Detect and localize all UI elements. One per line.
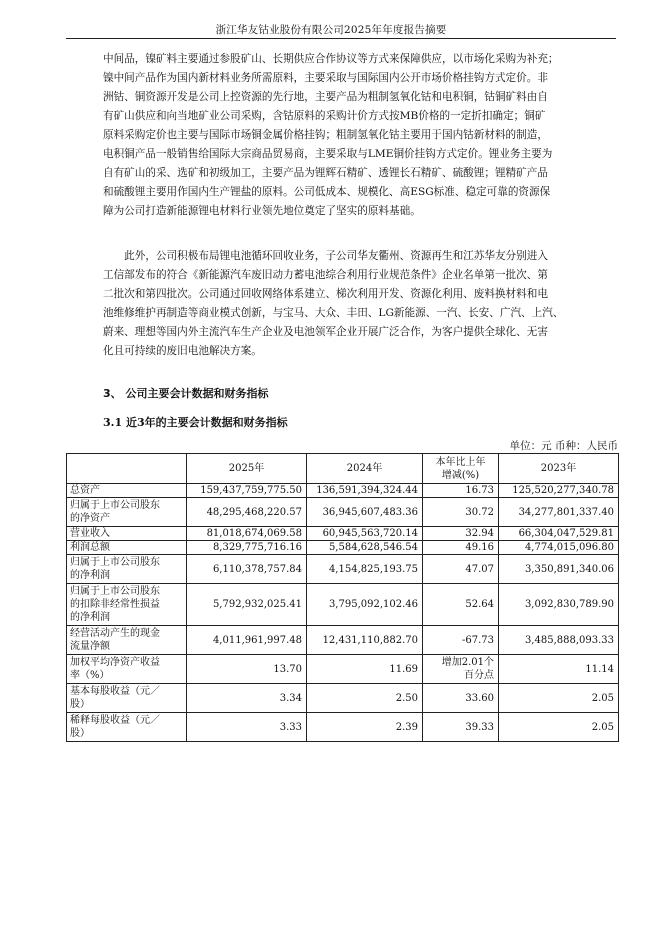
value-2023: 3,485,888,093.33 xyxy=(499,626,619,655)
row-label: 营业收入 xyxy=(67,527,187,541)
value-2024: 4,154,825,193.75 xyxy=(307,555,423,584)
value-2024: 3,795,092,102.46 xyxy=(307,584,423,626)
value-2023: 11.14 xyxy=(499,655,619,684)
table-row xyxy=(67,541,619,555)
value-2023: 125,520,277,340.78 xyxy=(499,484,619,498)
row-label: 经营活动产生的现金 流量净额 xyxy=(67,626,187,655)
table-row xyxy=(67,584,619,626)
paragraph-recycling xyxy=(103,247,615,361)
value-2024: 2.50 xyxy=(307,684,423,713)
paragraph-line: 蔚来、理想等国内外主流汽车生产企业及电池领军企业开展广泛合作，为客户提供全球化、无害 xyxy=(103,326,548,338)
value-2023: 3,092,830,789.90 xyxy=(499,584,619,626)
value-2025: 159,437,759,775.50 xyxy=(187,484,307,498)
value-2025: 8,329,775,716.16 xyxy=(187,541,307,555)
page-header: 浙江华友钴业股份有限公司2025年年度报告摘要 xyxy=(215,24,447,36)
header-2023: 2023年 xyxy=(499,454,619,484)
value-2024: 11.69 xyxy=(307,655,423,684)
paragraph-line: 和硫酸锂主要用作国内生产锂盐的原料。公司低成本、规模化、高ESG标准、稳定可靠的资源保 xyxy=(103,186,551,198)
value-2024: 136,591,394,324.44 xyxy=(307,484,423,498)
header-rule xyxy=(66,38,616,39)
row-label: 利润总额 xyxy=(67,541,187,555)
section-heading-3-1: 3.1 近3年的主要会计数据和财务指标 xyxy=(103,416,288,429)
paragraph-line: 二批次和第四批次。公司通过回收网络体系建立、梯次利用开发、资源化利用、废料换材料和电 xyxy=(103,288,548,300)
header-2024: 2024年 xyxy=(307,454,423,484)
value-2025: 81,018,674,069.58 xyxy=(187,527,307,541)
value-change: 32.94 xyxy=(423,527,499,541)
value-2025: 48,295,468,220.57 xyxy=(187,498,307,527)
paragraph-line: 洲钴、铜资源开发是公司上控资源的先行地，主要产品为粗制氢氧化钴和电积铜，钴铜矿料由自 xyxy=(103,91,548,103)
paragraph-line: 池维修维护再制造等商业模式创新，与宝马、大众、丰田、LG新能源、一汽、长安、广汽、上汽、 xyxy=(103,307,564,319)
paragraph-line: 障为公司打造新能源锂电材料行业领先地位奠定了坚实的原料基础。 xyxy=(103,205,421,217)
section-heading-3: 3、 公司主要会计数据和财务指标 xyxy=(103,387,269,400)
value-change: 16.73 xyxy=(423,484,499,498)
financial-data-table xyxy=(66,453,619,742)
paragraph-line: 此外，公司积极布局锂电池循环回收业务，子公司华友衢州、资源再生和江苏华友分别进入 xyxy=(103,250,548,262)
value-2023: 66,304,047,529.81 xyxy=(499,527,619,541)
value-2023: 2.05 xyxy=(499,713,619,742)
table-row xyxy=(67,484,619,498)
row-label: 稀释每股收益（元／ 股） xyxy=(67,713,187,742)
value-2023: 2.05 xyxy=(499,684,619,713)
row-label: 基本每股收益（元／ 股） xyxy=(67,684,187,713)
paragraph-line: 工信部发布的符合《新能源汽车废旧动力蓄电池综合利用行业规范条件》企业名单第一批次、第 xyxy=(103,269,548,281)
table-row xyxy=(67,713,619,742)
table-row xyxy=(67,626,619,655)
row-label: 加权平均净资产收益 率（%） xyxy=(67,655,187,684)
paragraph-line: 自有矿山的采、选矿和初级加工，主要产品为锂辉石精矿、透锂长石精矿、硫酸锂；锂精矿产品 xyxy=(103,167,548,179)
paragraph-line: 原料采购定价也主要与国际市场铜金属价格挂钩；粗制氢氧化钴主要用于国内钴新材料的制造， xyxy=(103,129,548,141)
header-2025: 2025年 xyxy=(187,454,307,484)
table-header-row xyxy=(67,454,619,484)
value-2023: 4,774,015,096.80 xyxy=(499,541,619,555)
value-2024: 5,584,628,546.54 xyxy=(307,541,423,555)
value-2025: 6,110,378,757.84 xyxy=(187,555,307,584)
paragraph-line: 化且可持续的废旧电池解决方案。 xyxy=(103,345,262,357)
table-row xyxy=(67,498,619,527)
value-2024: 12,431,110,882.70 xyxy=(307,626,423,655)
value-change: 30.72 xyxy=(423,498,499,527)
value-2025: 4,011,961,997.48 xyxy=(187,626,307,655)
value-2023: 34,277,801,337.40 xyxy=(499,498,619,527)
table-row xyxy=(67,555,619,584)
value-2024: 2.39 xyxy=(307,713,423,742)
value-2025: 5,792,932,025.41 xyxy=(187,584,307,626)
paragraph-resources xyxy=(103,50,615,221)
table-row xyxy=(67,655,619,684)
value-change: -67.73 xyxy=(423,626,499,655)
value-2024: 60,945,563,720.14 xyxy=(307,527,423,541)
value-2023: 3,350,891,340.06 xyxy=(499,555,619,584)
paragraph-line: 有矿山供应和向当地矿业公司采购，含钴原料的采购计价方式按MB价格的一定折扣确定；铜矿 xyxy=(103,110,546,122)
paragraph-line: 中间品，镍矿料主要通过参股矿山、长期供应合作协议等方式来保障供应，以市场化采购为补充； xyxy=(103,53,559,65)
currency-unit-note: 单位：元 币种：人民币 xyxy=(509,440,618,452)
value-2025: 3.33 xyxy=(187,713,307,742)
value-change: 增加2.01个 百分点 xyxy=(423,655,499,684)
value-change: 39.33 xyxy=(423,713,499,742)
value-change: 47.07 xyxy=(423,555,499,584)
value-2025: 13.70 xyxy=(187,655,307,684)
row-label: 归属于上市公司股东 的扣除非经常性损益 的净利润 xyxy=(67,584,187,626)
value-2024: 36,945,607,483.36 xyxy=(307,498,423,527)
paragraph-line: 镍中间产品作为国内新材料业务所需原料，主要采取与国际国内公开市场价格挂钩方式定价。非 xyxy=(103,72,548,84)
value-2025: 3.34 xyxy=(187,684,307,713)
value-change: 33.60 xyxy=(423,684,499,713)
value-change: 52.64 xyxy=(423,584,499,626)
header-label-cell xyxy=(67,454,187,484)
header-change: 本年比上年 增减(%) xyxy=(423,454,499,484)
paragraph-line: 电积铜产品一般销售给国际大宗商品贸易商，主要采取与LME铜价挂钩方式定价。锂业务主要为 xyxy=(103,148,553,160)
row-label: 总资产 xyxy=(67,484,187,498)
value-change: 49.16 xyxy=(423,541,499,555)
table-row xyxy=(67,527,619,541)
row-label: 归属于上市公司股东 的净利润 xyxy=(67,555,187,584)
row-label: 归属于上市公司股东 的净资产 xyxy=(67,498,187,527)
table-row xyxy=(67,684,619,713)
